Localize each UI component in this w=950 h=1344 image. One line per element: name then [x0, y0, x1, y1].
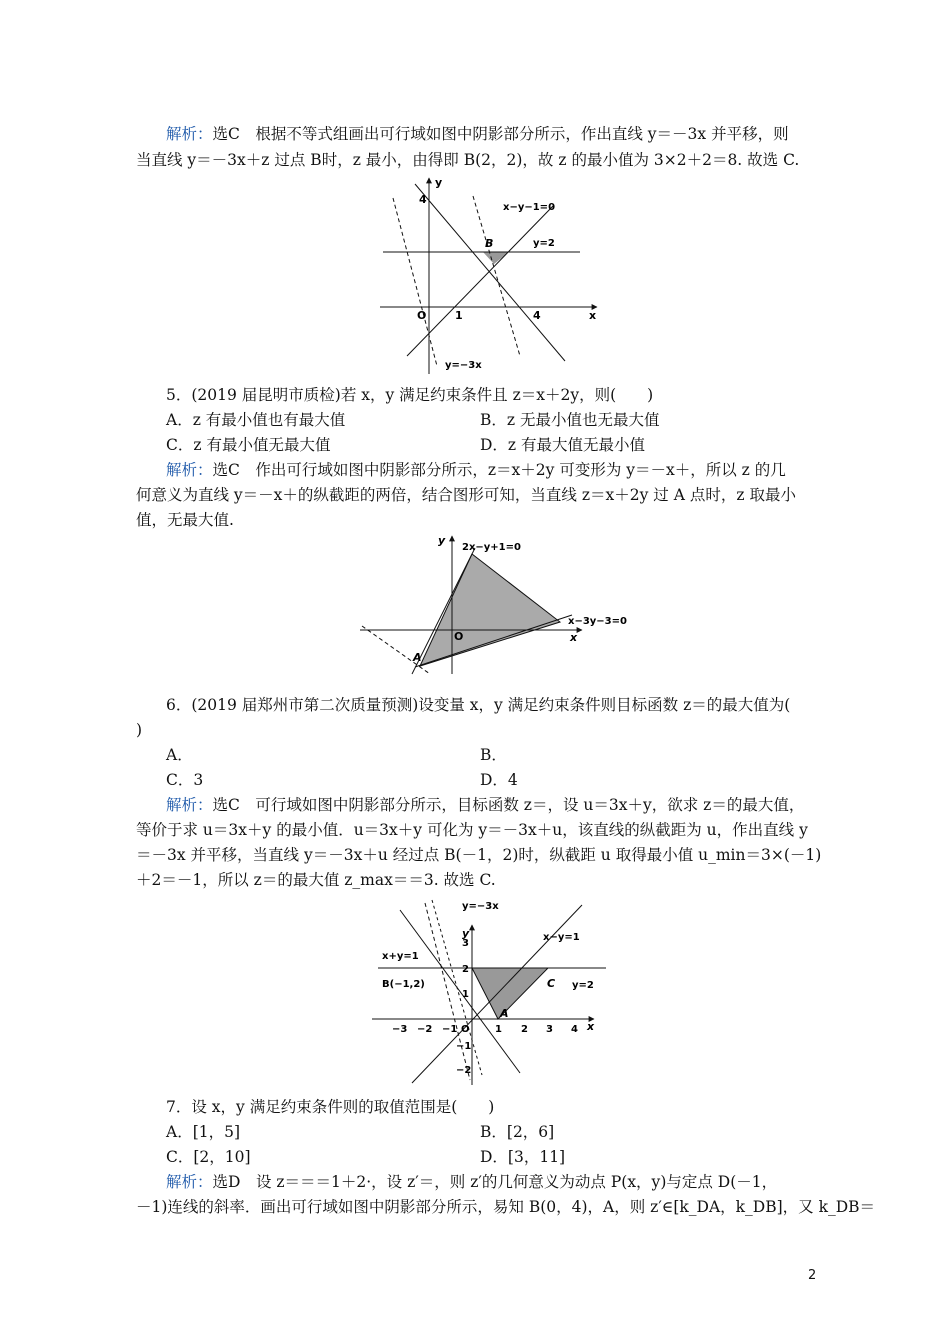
analysis-keyword: 解析： — [166, 125, 213, 143]
q6-solution-line1: 解析：选C 可行域如图中阴影部分所示，目标函数 z＝，设 u＝3x＋y，欲求 z＝的最大值， — [166, 796, 805, 814]
q5-solution-line3: 值，无最大值. — [136, 511, 234, 529]
q5-option-a: A．z 有最小值也有最大值 — [166, 411, 346, 429]
y-tick-1: 1 — [462, 989, 469, 1000]
q5-solution-line2: 何意义为直线 y＝－x＋的纵截距的两倍，结合图形可知，当直线 z＝x＋2y 过 A 点时，z 取最小 — [136, 486, 796, 504]
y-tick-3: 3 — [462, 938, 469, 949]
q7-solution-line2: －1)连线的斜率．画出可行域如图中阴影部分所示，易知 B(0，4)，A，则 z′∈[k_DA，k_DB]，又 k_DB＝ — [136, 1198, 876, 1216]
q6-stem-line1: 6．(2019 届郑州市第二次质量预测)设变量 x，y 满足约束条件则目标函数 z＝的最大值为( — [166, 696, 791, 714]
tick-1-x: 1 — [455, 309, 463, 322]
q6-solution-line4: ＋2＝－1，所以 z＝的最大值 z_max＝＝3. 故选 C. — [136, 871, 496, 889]
analysis-keyword: 解析： — [166, 1173, 213, 1191]
x-tick-2: 2 — [521, 1024, 528, 1035]
analysis-keyword: 解析： — [166, 461, 213, 479]
x-tick-neg2: −2 — [417, 1024, 433, 1035]
q5-option-d: D．z 有最大值无最小值 — [480, 436, 646, 454]
q6-option-d: D．4 — [480, 771, 518, 789]
q7-option-c: C．[2，10] — [166, 1148, 251, 1166]
point-B-label: B — [485, 237, 494, 250]
q6-option-a: A． — [166, 746, 193, 764]
x-tick-3: 3 — [546, 1024, 553, 1035]
q4-solution-line1: 解析：选C 根据不等式组画出可行域如图中阴影部分所示，作出直线 y＝－3x 并平移，则 — [166, 125, 789, 143]
q6-option-b: B． — [480, 746, 507, 764]
line-label-y-neg3x: y=−3x — [462, 901, 499, 912]
tick-4-y: 4 — [419, 193, 427, 206]
x-axis-label: x — [589, 309, 597, 322]
q7-solution-line1: 解析：选D 设 z＝＝＝1＋2·，设 z′＝，则 z′的几何意义为动点 P(x，y)与定点 D(－1， — [166, 1173, 778, 1191]
x-tick-origin: O — [461, 1024, 470, 1035]
q5-figure — [360, 534, 630, 680]
origin-label: O — [454, 630, 464, 643]
origin-label: O — [417, 309, 427, 322]
q4-solution-line2: 当直线 y＝－3x＋z 过点 B时，z 最小，由得即 B(2，2)，故 z 的最小值为 3×2＋2＝8. 故选 C. — [136, 151, 800, 169]
y-axis-label: y — [438, 534, 446, 547]
line-label-y-neg3x: y=−3x — [445, 360, 482, 371]
q7-option-d: D．[3，11] — [480, 1148, 566, 1166]
q6-solution-line2: 等价于求 u＝3x＋y 的最小值．u＝3x＋y 可化为 y＝－3x＋u，该直线的纵截距为 u，作出直线 y — [136, 821, 808, 839]
line-label-2x-y-1: 2x−y+1=0 — [462, 542, 521, 553]
page-number: 2 — [808, 1268, 817, 1283]
q7-option-b: B．[2，6] — [480, 1123, 555, 1141]
tick-4-x: 4 — [533, 309, 541, 322]
q6-option-c: C．3 — [166, 771, 204, 789]
q5-option-c: C．z 有最小值无最大值 — [166, 436, 331, 454]
x-tick-4: 4 — [571, 1024, 578, 1035]
line-label-x+y-1: x+y=1 — [382, 951, 419, 962]
y-axis-label: y — [435, 176, 443, 189]
line-label-x-3y-3: x−3y−3=0 — [568, 616, 627, 627]
x-tick-neg1: −1 — [442, 1024, 458, 1035]
point-B-label: B(−1,2) — [382, 979, 425, 990]
line-label-y-2: y=2 — [533, 238, 555, 249]
x-tick-neg3: −3 — [392, 1024, 408, 1035]
q5-stem: 5．(2019 届昆明市质检)若 x，y 满足约束条件且 z＝x＋2y，则( ) — [166, 386, 654, 404]
analysis-keyword: 解析： — [166, 796, 213, 814]
point-C-label: C — [547, 977, 556, 990]
line-label-y-2: y=2 — [572, 980, 594, 991]
point-A-label: A — [500, 1007, 509, 1020]
x-axis-label: x — [587, 1020, 595, 1033]
y-tick-neg1: −1 — [456, 1041, 472, 1052]
q6-stem-line2: ) — [136, 721, 143, 739]
q6-figure — [370, 895, 610, 1091]
x-axis-label: x — [570, 631, 578, 644]
q7-stem: 7．设 x，y 满足约束条件则的取值范围是( ) — [166, 1098, 495, 1116]
x-tick-1: 1 — [495, 1024, 502, 1035]
point-A-label: A — [413, 651, 422, 664]
q7-option-a: A．[1，5] — [166, 1123, 241, 1141]
y-tick-neg2: −2 — [456, 1065, 472, 1076]
line-label-x-y-1: x−y−1=0 — [503, 202, 556, 213]
y-tick-2: 2 — [462, 964, 469, 975]
q6-solution-line3: ＝－3x 并平移，当直线 y＝－3x＋u 经过点 B(－1，2)时，纵截距 u 取得最小值 u_min＝3×(－1) — [136, 846, 822, 864]
q4-figure — [375, 176, 605, 380]
y-axis-label: y — [462, 927, 470, 940]
q5-option-b: B．z 无最小值也无最大值 — [480, 411, 660, 429]
q5-solution-line1: 解析：选C 作出可行域如图中阴影部分所示，z＝x＋2y 可变形为 y＝－x＋，所以 z 的几 — [166, 461, 786, 479]
line-label-x-y-1: x−y=1 — [543, 932, 580, 943]
